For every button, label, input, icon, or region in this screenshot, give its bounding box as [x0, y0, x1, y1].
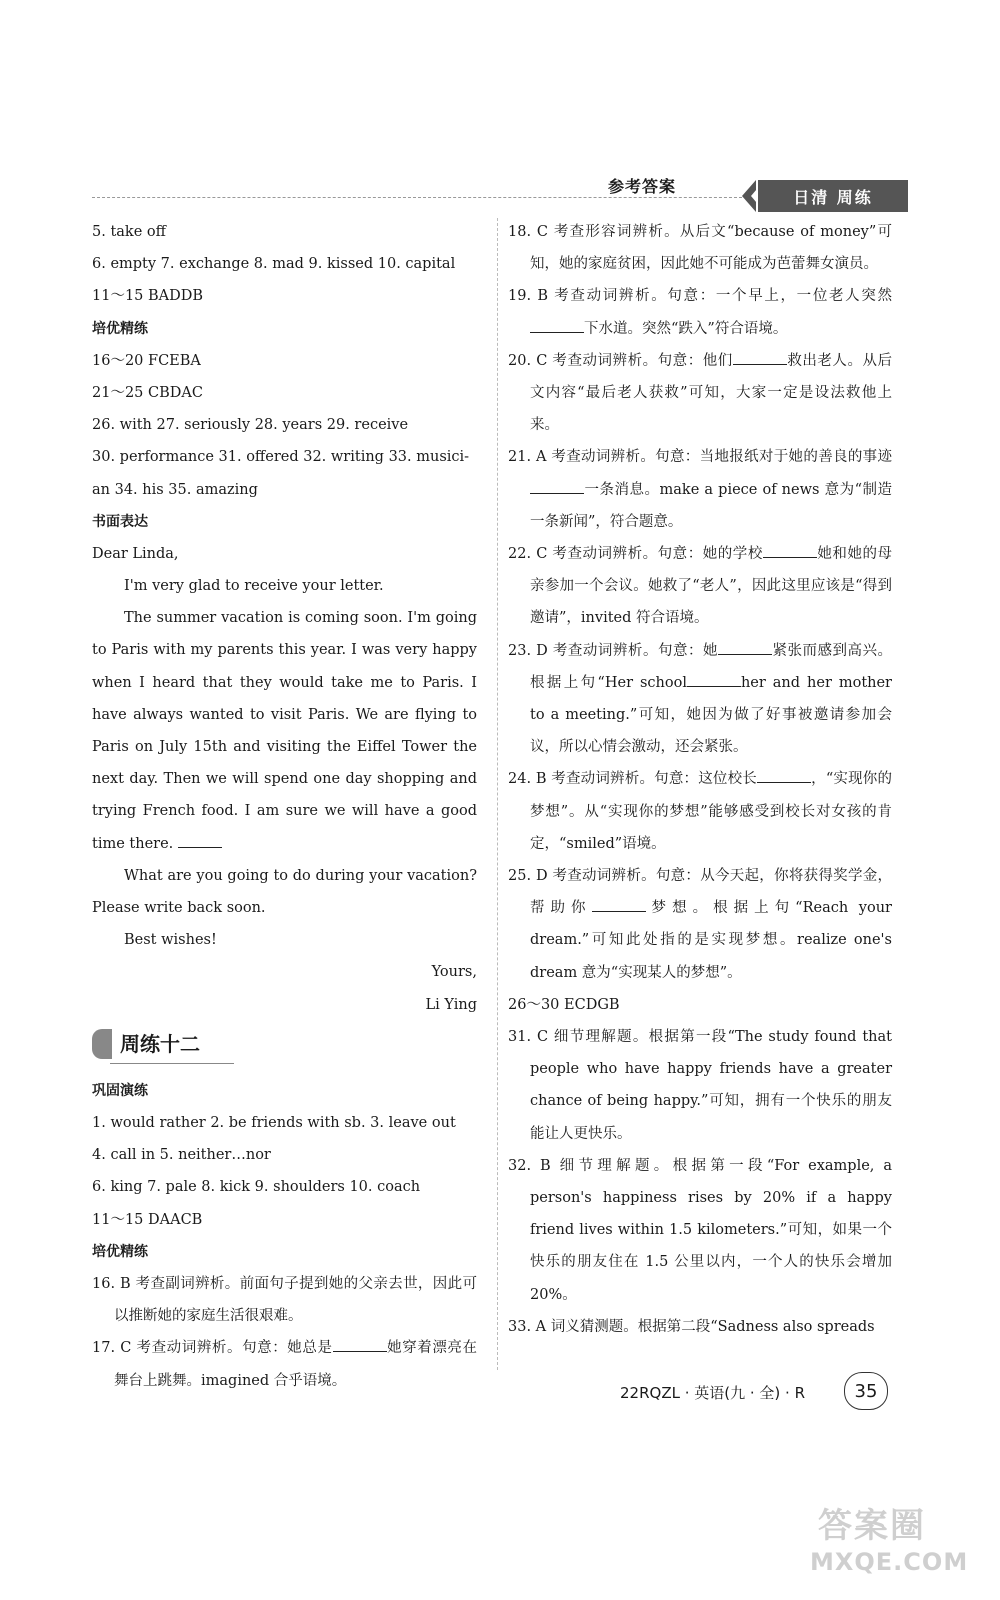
answer-line: 26～30 ECDGB [508, 996, 620, 1013]
answer-line: 26. with 27. seriously 28. years 29. receive [92, 417, 409, 434]
answer-explanation: 21. A 考查动词辨析。句意：当地报纸对于她的善良的事迹一条消息。make a piece of news 意为“制造一条新闻”，符合题意。 [508, 449, 892, 530]
watermark-logo: 答案圈 MXQE.COM [810, 1506, 969, 1576]
answer-explanation: 25. D 考查动词辨析。句意：从今天起，你将获得奖学金，帮助你 梦想。根据上句“Reach your dream.”可知此处指的是实现梦想。realize one's dream 意为“实现某人的梦想”。 [508, 868, 892, 981]
answer-explanation: 22. C 考查动词辨析。句意：她的学校 她和她的母亲参加一个会议。她救了“老人”，因此这里应该是“得到邀请”，invited 符合语境。 [508, 538, 892, 635]
section-heading: 培优精练 [92, 1243, 148, 1260]
answer-line: 5. take off [92, 224, 166, 240]
answer-line: 11～15 BADDB [92, 288, 204, 305]
letter-paragraph: I'm very glad to receive your letter. [124, 578, 384, 595]
right-column [508, 216, 892, 1343]
section-heading: 培优精练 [92, 320, 148, 337]
answer-line: 30. performance 31. offered 32. writing 33. musici- [92, 449, 470, 466]
header-rule [92, 197, 742, 198]
letter-sign-off: Yours, [431, 964, 477, 981]
answer-explanation: 31. C 细节理解题。根据第一段“The study found that people who have happy friends have a greater chance of being happy.”可知，拥有一个快乐的朋友能让人更快乐。 [508, 1029, 892, 1142]
answer-explanation: 24. B 考查动词辨析。句意：这位校长 ，“实现你的梦想”。从“实现你的梦想”能够感受到校长对女孩的肯定，“smiled”语境。 [508, 763, 892, 860]
section-heading: 书面表达 [92, 513, 148, 530]
answer-explanation: 19. B 考查动词辨析。句意：一个早上，一位老人突然下水道。突然“跌入”符合语境。 [508, 288, 892, 337]
answer-explanation: 23. D 考查动词辨析。句意：她 紧张而感到高兴。根据上句“Her school her and her mother to a meeting.”可知，她因为做了好事被邀请参加会议，所以心情会激动，还会紧张。 [508, 635, 892, 764]
answer-explanation: 17. C 考查动词辨析。句意：她总是 她穿着漂亮在舞台上跳舞。imagined 合乎语境。 [92, 1332, 477, 1396]
answer-line: 6. king 7. pale 8. kick 9. shoulders 10. coach [92, 1179, 421, 1196]
answer-explanation: 32. B 细节理解题。根据第一段“For example, a person's happiness rises by 20% if a happy friend lives within 1.5 kilometers.”可知，如果一个快乐的朋友住在 1.5 公里以内，一个人的快乐会增加 20%。 [508, 1157, 892, 1303]
section-tab-icon [92, 1029, 112, 1059]
answer-line: 11～15 DAACB [92, 1211, 203, 1228]
section-heading: 巩固演练 [92, 1082, 148, 1099]
header-badge-label: 日清 周练 [758, 180, 908, 212]
letter-greeting: Dear Linda, [92, 545, 179, 562]
left-column [92, 216, 477, 1397]
week-title: 周练十二 [92, 1027, 477, 1067]
answer-explanation: 20. C 考查动词辨析。句意：他们 救出老人。从后文内容“最后老人获救”可知，大家一定是设法救他上来。 [508, 345, 892, 442]
letter-paragraph: What are you going to do during your vacation? Please write back soon. [92, 867, 477, 917]
column-divider [497, 218, 498, 1370]
answer-line: 21～25 CBDAC [92, 384, 203, 401]
letter-signature: Li Ying [425, 996, 477, 1013]
header-badge [742, 180, 908, 212]
answer-explanation: 18. C 考查形容词辨析。从后文“because of money”可知，她的家庭贫困，因此她不可能成为芭蕾舞女演员。 [508, 224, 892, 273]
answer-line: 1. would rather 2. be friends with sb. 3. leave out [92, 1115, 456, 1132]
page-number: 35 [844, 1372, 888, 1410]
answer-explanation: 33. A 词义猜测题。根据第二段“Sadness also spreads [508, 1318, 875, 1335]
letter-paragraph: The summer vacation is coming soon. I'm going to Paris with my parents this year. I was very happy when I heard that they would take me to Paris. I have always wanted to visit Paris. We are flying to Paris on July 15th and visiting the Eiffel Tower the next day. Then we will spend one day shopping and trying French food. I am sure we will have a good time there. [92, 610, 477, 852]
footer-code: 22RQZL · 英语(九 · 全) · R [620, 1384, 805, 1402]
answer-line: 6. empty 7. exchange 8. mad 9. kissed 10. capital [92, 256, 456, 273]
page-header-title: 参考答案 [608, 177, 677, 196]
answer-line: 16～20 FCEBA [92, 352, 201, 369]
answer-line: 4. call in 5. neither…nor [92, 1147, 271, 1164]
answer-explanation: 16. B 考查副词辨析。前面句子提到她的父亲去世，因此可以推断她的家庭生活很艰难。 [92, 1275, 477, 1325]
answer-line: an 34. his 35. amazing [92, 481, 258, 498]
letter-closing: Best wishes! [124, 932, 217, 949]
